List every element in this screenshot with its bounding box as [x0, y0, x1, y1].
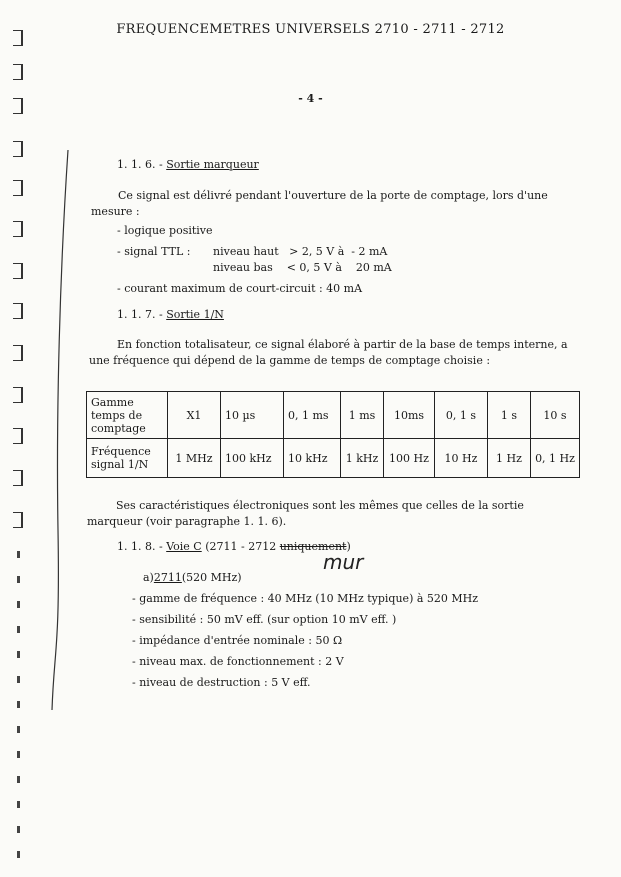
- margin-line-mark: [50, 150, 74, 710]
- section-1-1-8-heading: [117, 540, 351, 553]
- binding-tick: [17, 576, 20, 583]
- sub-a-label: a): [143, 571, 154, 584]
- binding-mark: [13, 428, 23, 444]
- heading-title: Sortie marqueur: [166, 158, 259, 171]
- sub-a-model: 2711: [153, 571, 182, 584]
- table-cell: 0, 1 Hz: [531, 439, 580, 478]
- binding-tick: [17, 751, 20, 758]
- heading-number: 1. 1. 7. -: [117, 308, 163, 321]
- table-cell: 10 kHz: [284, 439, 341, 478]
- table-cell: 10 Hz: [435, 439, 488, 478]
- list-item: - niveau de destruction : 5 V eff.: [132, 676, 311, 689]
- binding-tick: [17, 826, 20, 833]
- binding-mark: [13, 180, 23, 196]
- binding-mark: [13, 470, 23, 486]
- binding-tick: [17, 601, 20, 608]
- binding-mark: [13, 387, 23, 403]
- table-cell: X1: [168, 392, 221, 439]
- binding-mark: [13, 141, 23, 157]
- heading-number: 1. 1. 6. -: [117, 158, 163, 171]
- table-cell: 100 kHz: [221, 439, 284, 478]
- binding-tick: [17, 626, 20, 633]
- table-row: [87, 392, 580, 439]
- section-1-1-6-heading: [117, 158, 259, 171]
- binding-mark: [13, 345, 23, 361]
- list-item-ttl-label: - signal TTL :: [117, 245, 191, 258]
- binding-mark: [13, 64, 23, 80]
- list-item-ttl-high: niveau haut > 2, 5 V à - 2 mA: [213, 245, 388, 258]
- table-row-header: Gamme temps de comptage: [87, 392, 168, 439]
- heading-title: Voie C: [166, 540, 202, 553]
- list-item-ttl-low: niveau bas < 0, 5 V à 20 mA: [213, 261, 392, 274]
- binding-mark: [13, 263, 23, 279]
- table-cell: 10 s: [531, 392, 580, 439]
- list-item: - niveau max. de fonctionnement : 2 V: [132, 655, 344, 668]
- list-item: - impédance d'entrée nominale : 50 Ω: [132, 634, 343, 647]
- table-row: [87, 439, 580, 478]
- binding-tick: [17, 776, 20, 783]
- table-cell: 10 µs: [221, 392, 284, 439]
- list-item: - sensibilité : 50 mV eff. (sur option 10 mV eff. ): [132, 613, 397, 626]
- binding-tick: [17, 676, 20, 683]
- list-item-courant: - courant maximum de court-circuit : 40 mA: [117, 282, 363, 295]
- binding-tick: [17, 726, 20, 733]
- heading-title: Sortie 1/N: [166, 308, 224, 321]
- binding-tick: [17, 801, 20, 808]
- table-cell: 1 s: [488, 392, 531, 439]
- heading-models: (2711 - 2712: [205, 540, 277, 553]
- section-1-1-6-intro: Ce signal est délivré pendant l'ouverture de la porte de comptage, lors d'une mesure :: [91, 189, 548, 218]
- section-1-1-7-intro: En fonction totalisateur, ce signal élaboré à partir de la base de temps interne, a une fréquence qui dépend de la gamme de temps de comptage choisie :: [89, 338, 568, 367]
- table-row-header: Fréquence signal 1/N: [87, 439, 168, 478]
- section-1-1-7-outro: Ses caractéristiques électroniques sont les mêmes que celles de la sortie marqueur (voir paragraphe 1. 1. 6).: [87, 499, 524, 528]
- table-cell: 0, 1 ms: [284, 392, 341, 439]
- heading-number: 1. 1. 8. -: [117, 540, 163, 553]
- heading-close: ): [346, 540, 351, 553]
- sub-a-freq: (520 MHz): [181, 571, 242, 584]
- binding-tick: [17, 701, 20, 708]
- table-cell: 0, 1 s: [435, 392, 488, 439]
- section-1-1-7-heading: [117, 308, 224, 321]
- handwritten-annotation: mur: [323, 550, 364, 574]
- binding-tick: [17, 851, 20, 858]
- binding-mark: [13, 303, 23, 319]
- binding-tick: [17, 651, 20, 658]
- subsection-a-heading: [143, 571, 242, 584]
- heading-struck-word: uniquement: [279, 540, 347, 553]
- table-cell: 1 MHz: [168, 439, 221, 478]
- page-number: - 4 -: [298, 92, 323, 105]
- page-header-title: FREQUENCEMETRES UNIVERSELS 2710 - 2711 - 2712: [116, 22, 505, 37]
- binding-mark: [13, 512, 23, 528]
- table-cell: 10ms: [384, 392, 435, 439]
- list-item: - gamme de fréquence : 40 MHz (10 MHz typique) à 520 MHz: [132, 592, 479, 605]
- table-cell: 1 kHz: [341, 439, 384, 478]
- binding-mark: [13, 221, 23, 237]
- table-cell: 1 Hz: [488, 439, 531, 478]
- list-item-logique: - logique positive: [117, 224, 213, 237]
- table-cell: 100 Hz: [384, 439, 435, 478]
- table-cell: 1 ms: [341, 392, 384, 439]
- frequency-table: [86, 391, 580, 478]
- binding-tick: [17, 551, 20, 558]
